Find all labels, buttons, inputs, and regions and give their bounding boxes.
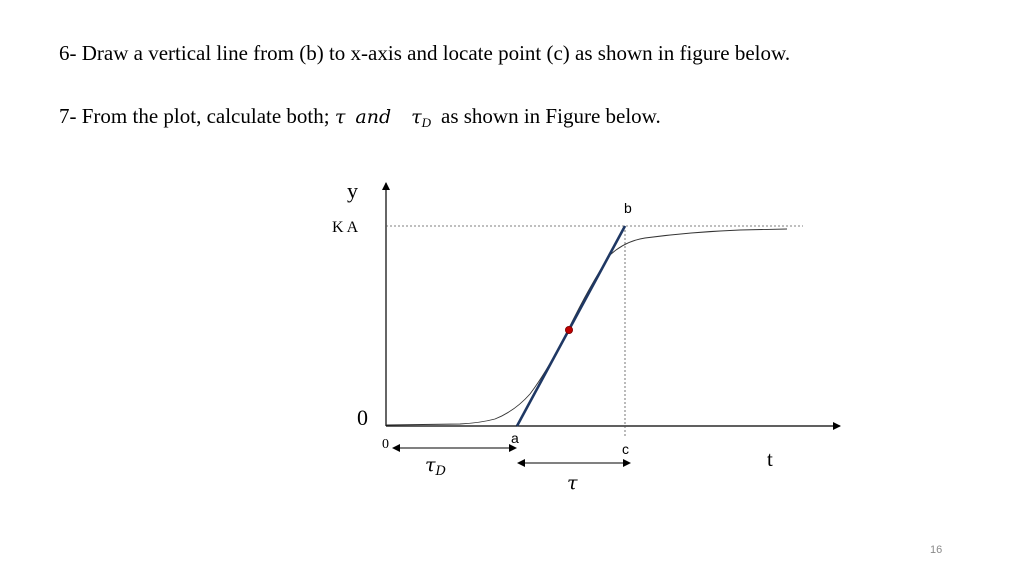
tau-d-label: $\tau_D$ [425, 454, 446, 479]
step-7-suffix: as shown in Figure below. [441, 104, 661, 128]
inflection-point [565, 326, 572, 333]
tau-d-symbol: τ [411, 106, 422, 128]
response-curve [386, 229, 787, 425]
y-zero-label: 0 [357, 405, 368, 430]
point-b-label: b [624, 200, 632, 216]
tau-label: τ [567, 472, 578, 494]
and-word: and [355, 106, 392, 128]
point-a-label: a [511, 430, 519, 446]
step-6-text: 6- Draw a vertical line from (b) to x-axis and locate point (c) as shown in figure below. [59, 41, 791, 65]
ka-label: K A [332, 219, 359, 236]
y-axis-label: y [347, 178, 358, 203]
x-zero-label: 0 [382, 437, 389, 452]
tau-d-subscript: D [421, 115, 432, 130]
point-c-label: c [622, 441, 629, 457]
page-number: 16 [930, 544, 943, 556]
tangent-line [517, 226, 625, 426]
step-7-prefix: 7- From the plot, calculate both; [59, 104, 335, 128]
tau-symbol: τ [334, 106, 346, 128]
x-axis-label: t [767, 447, 773, 471]
